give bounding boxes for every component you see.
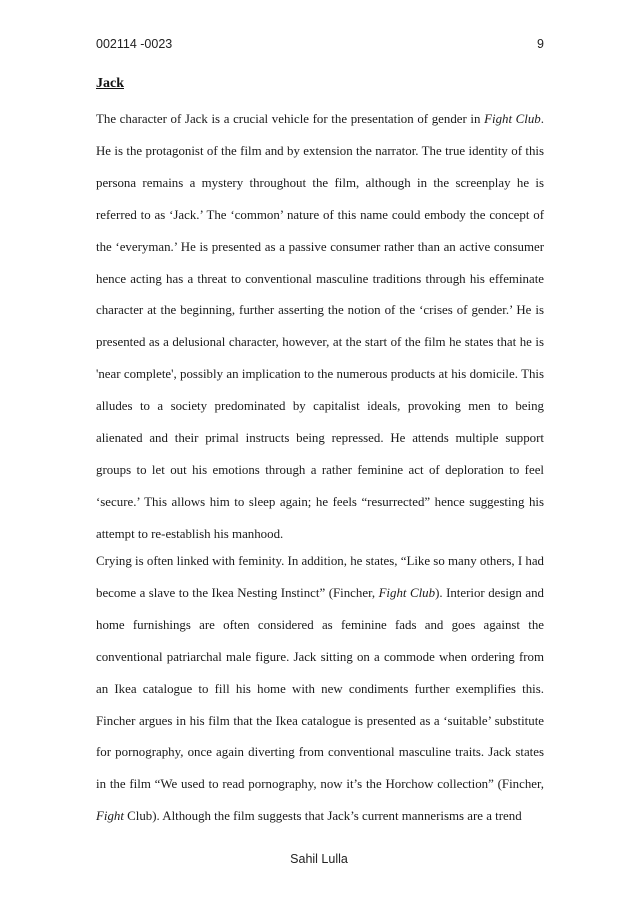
film-title: Fight Club	[378, 585, 436, 600]
paragraph-1	[96, 104, 544, 551]
page-footer	[0, 852, 638, 866]
page-number: 9	[537, 37, 544, 51]
paragraph-2-text-b: ). Interior design and home furnishings are often considered as feminine fads and goes against the conventional patriarchal male figure. Jack sitting on a commode when ordering from an Ikea catalogue to fill his home with new condiments further exemplifies this. Fincher argues in his film that the Ikea catalogue is presented as a ‘suitable’ substitute for pornography, once again diverting from conventional masculine traits. Jack states in the film “We used to read pornography, now it’s the Horchow collection” (Fincher,	[96, 585, 544, 792]
film-title-partial: Fight	[96, 809, 124, 824]
author-name: Sahil Lulla	[290, 852, 348, 866]
paragraph-1-text-b: . He is the protagonist of the film and by extension the narrator. The true identity of this persona remains a mystery throughout the film, although in the screenplay he is referred to as ‘Jack.’ The ‘common’ nature of this name could embody the concept of the ‘everyman.’ He is presented as a passive consumer rather than an active consumer hence acting has a threat to conventional masculine traditions through his effeminate character at the beginning, further asserting the notion of the ‘crises of gender.’ He is presented as a delusional character, however, at the start of the film he states that he is 'near complete', possibly an implication to the numerous products at his domicile. This alludes to a society predominated by capitalist ideals, provoking men to being alienated and their primal instructs being repressed. He attends multiple support groups to let out his emotions through a rather feminine act of deploration to feel ‘secure.’ This allows him to sleep again; he feels “resurrected” hence suggesting his attempt to re-establish his manhood.	[96, 112, 544, 541]
paragraph-2-text-c: Club). Although the film suggests that Jack’s current mannerisms are a trend	[123, 809, 522, 824]
document-id: 002114 -0023	[96, 37, 173, 51]
film-title: Fight Club	[484, 112, 541, 126]
section-heading: Jack	[96, 76, 124, 91]
paragraph-2	[96, 546, 544, 833]
paragraph-2-text-a: Crying is often linked with feminity. In addition, he states, “Like so many others, I had become a slave to the Ikea Nesting Instinct” (Fincher,	[96, 554, 544, 600]
paragraph-1-text-a: The character of Jack is a crucial vehicle for the presentation of gender in	[96, 112, 485, 126]
